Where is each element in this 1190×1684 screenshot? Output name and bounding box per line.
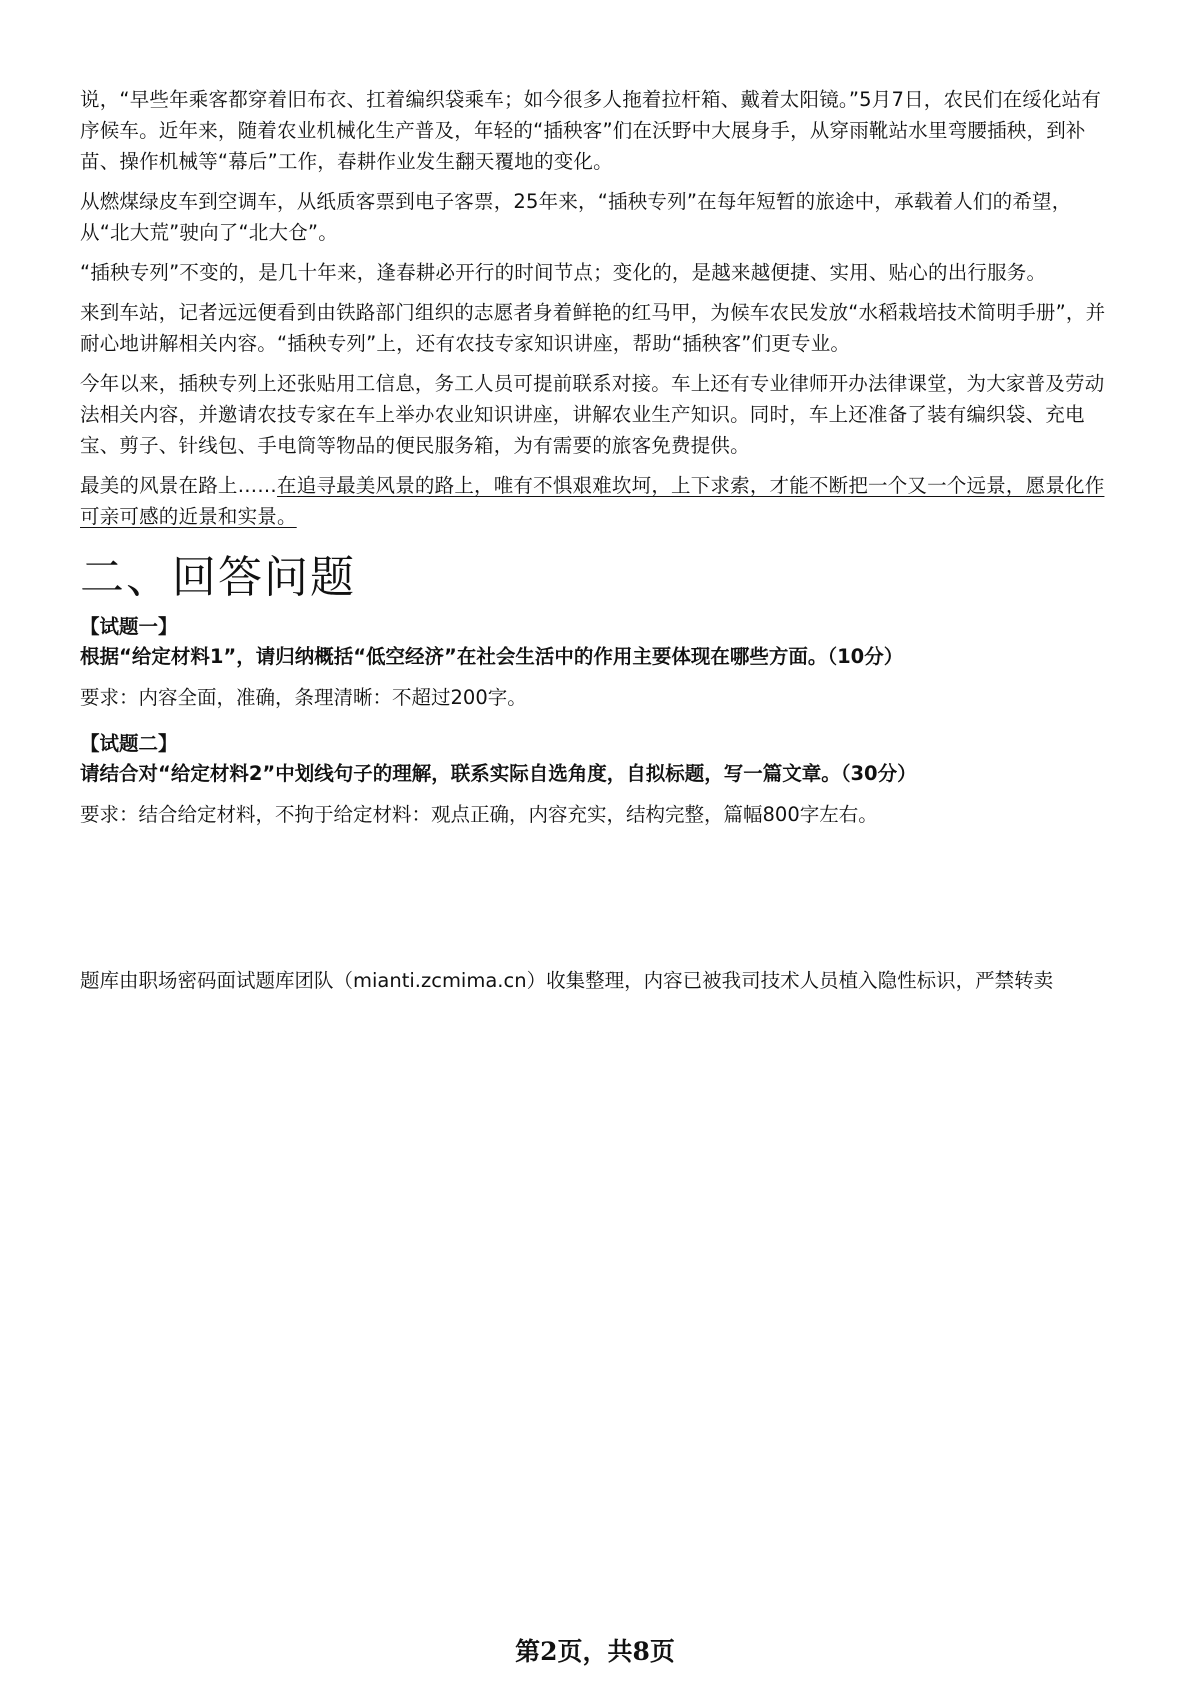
question-2-label: 【试题二】	[80, 732, 178, 755]
question-1	[80, 612, 1120, 713]
paragraph-1: 说，“早些年乘客都穿着旧布衣、扛着编织袋乘车；如今很多人拖着拉杆箱、戴着太阳镜。”5月7日，农民们在绥化站有序候车。近年来，随着农业机械化生产普及，年轻的“插秧客”们在沃野中大展身手，从穿雨靴站水里弯腰插秧，到补苗、操作机械等“幕后”工作，春耕作业发生翻天覆地的变化。	[80, 88, 1102, 173]
paragraph-6-plain: 最美的风景在路上……	[80, 474, 278, 497]
paragraph-4: 来到车站，记者远远便看到由铁路部门组织的志愿者身着鲜艳的红马甲，为候车农民发放“水稻栽培技术简明手册”，并耐心地讲解相关内容。“插秧专列”上，还有农技专家知识讲座，帮助“插秧客”们更专业。	[80, 301, 1106, 355]
question-1-requirement: 要求：内容全面，准确，条理清晰：不超过200字。	[80, 686, 527, 709]
paragraph-2: 从燃煤绿皮车到空调车，从纸质客票到电子客票，25年来，“插秧专列”在每年短暂的旅途中，承载着人们的希望，从“北大荒”驶向了“北大仓”。	[80, 190, 1072, 244]
paragraph-3: “插秧专列”不变的，是几十年来，逢春耕必开行的时间节点；变化的，是越来越便捷、实用、贴心的出行服务。	[80, 261, 1047, 284]
question-2-requirement: 要求：结合给定材料，不拘于给定材料：观点正确，内容充实，结构完整，篇幅800字左右。	[80, 803, 878, 826]
question-2	[80, 729, 1120, 830]
document-body	[80, 84, 1120, 846]
section-title: 二、回答问题	[80, 552, 356, 603]
question-1-label: 【试题一】	[80, 615, 178, 638]
paragraph-6	[80, 470, 1120, 532]
underlined-sentence: 在追寻最美风景的路上，唯有不惧艰难坎坷，上下求索，才能不断把一个又一个远景，愿景化作可亲可感的近景和实景。	[80, 474, 1105, 528]
copyright-note: 题库由职场密码面试题库团队（mianti.zcmima.cn）收集整理，内容已被我司技术人员植入隐性标识，严禁转卖	[80, 969, 1054, 992]
question-2-prompt: 请结合对“给定材料2”中划线句子的理解，联系实际自选角度，自拟标题，写一篇文章。（30分）	[80, 762, 917, 785]
question-1-prompt: 根据“给定材料1”，请归纳概括“低空经济”在社会生活中的作用主要体现在哪些方面。（10分）	[80, 645, 904, 668]
paragraph-5: 今年以来，插秧专列上还张贴用工信息，务工人员可提前联系对接。车上还有专业律师开办法律课堂，为大家普及劳动法相关内容，并邀请农技专家在车上举办农业知识讲座，讲解农业生产知识。同时，车上还准备了装有编织袋、充电宝、剪子、针线包、手电筒等物品的便民服务箱，为有需要的旅客免费提供。	[80, 372, 1105, 457]
page-number: 第2页，共8页	[515, 1637, 675, 1666]
